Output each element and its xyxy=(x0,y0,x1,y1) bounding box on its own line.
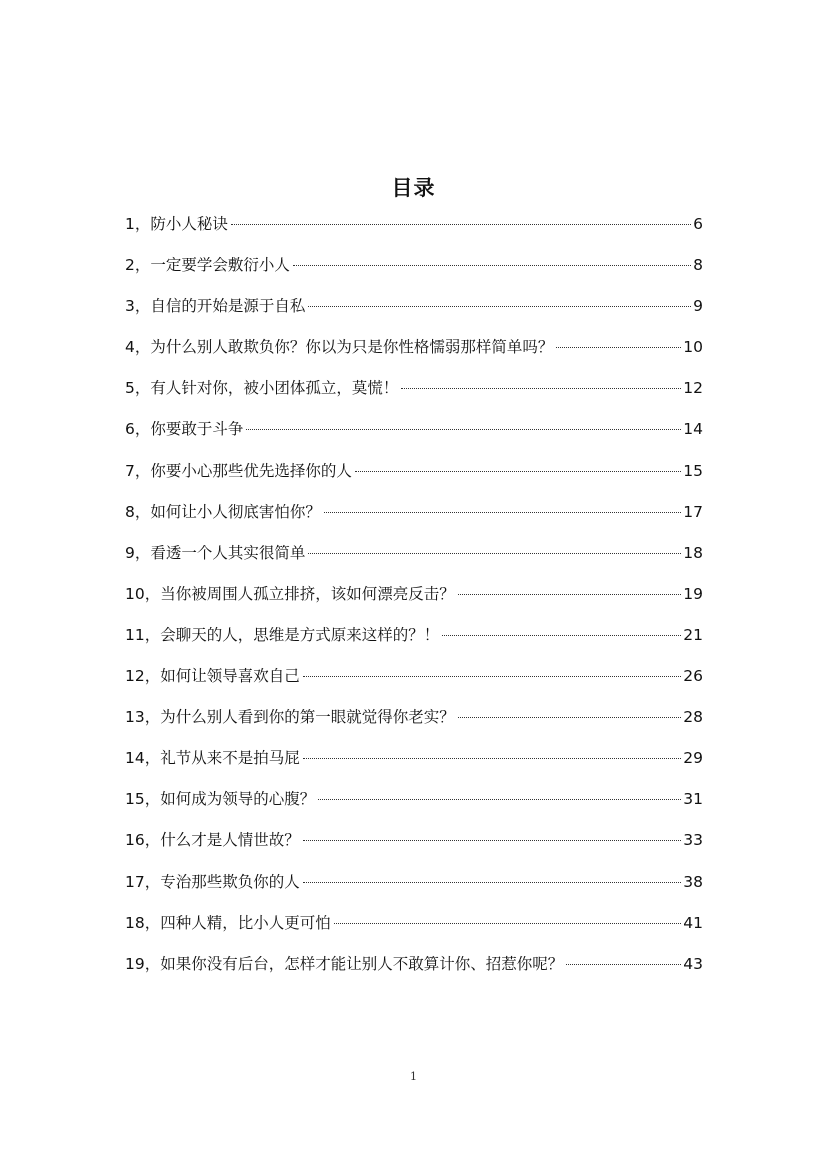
toc-entry[interactable] xyxy=(125,539,703,580)
toc-entry-page: 18 xyxy=(683,543,703,562)
dot-leader xyxy=(334,923,682,924)
toc-entry-label: 3，自信的开始是源于自私 xyxy=(125,297,306,316)
dot-leader xyxy=(401,388,681,389)
toc-entry-page: 12 xyxy=(683,379,703,398)
toc-entry-page: 38 xyxy=(683,872,703,891)
dot-leader xyxy=(458,717,682,718)
toc-entry[interactable] xyxy=(125,662,703,703)
toc-entry-label: 17，专治那些欺负你的人 xyxy=(125,872,300,891)
toc-entry[interactable] xyxy=(125,785,703,826)
toc-entry[interactable] xyxy=(125,621,703,662)
toc-entry[interactable] xyxy=(125,703,703,744)
toc-entry-label: 12，如何让领导喜欢自己 xyxy=(125,667,300,686)
toc-entry-page: 17 xyxy=(683,502,703,521)
toc-entry-page: 31 xyxy=(683,790,703,809)
toc-entry-label: 15，如何成为领导的心腹？ xyxy=(125,790,316,809)
toc-entry-label: 7，你要小心那些优先选择你的人 xyxy=(125,461,352,480)
dot-leader xyxy=(303,882,682,883)
toc-entry-page: 8 xyxy=(693,256,703,275)
toc-entry[interactable] xyxy=(125,950,703,991)
toc-entry-label: 8，如何让小人彻底害怕你？ xyxy=(125,502,321,521)
toc-entry-page: 41 xyxy=(683,913,703,932)
dot-leader xyxy=(355,471,681,472)
dot-leader xyxy=(303,758,682,759)
toc-entry-label: 18，四种人精，比小人更可怕 xyxy=(125,913,331,932)
dot-leader xyxy=(458,594,682,595)
dot-leader xyxy=(308,306,691,307)
dot-leader xyxy=(308,553,681,554)
toc-entry[interactable] xyxy=(125,374,703,415)
toc-entry-label: 14，礼节从来不是拍马屁 xyxy=(125,749,300,768)
dot-leader xyxy=(246,429,681,430)
toc-entry-label: 1，防小人秘诀 xyxy=(125,215,228,233)
page-title: 目录 xyxy=(391,176,436,200)
toc-entry[interactable] xyxy=(125,333,703,374)
toc-entry[interactable] xyxy=(125,210,703,251)
dot-leader xyxy=(303,676,682,677)
toc-entry-label: 13，为什么别人看到你的第一眼就觉得你老实？ xyxy=(125,708,455,727)
toc-entry-label: 2，一定要学会敷衍小人 xyxy=(125,256,290,275)
toc-entry-page: 43 xyxy=(683,954,703,973)
page-number: 1 xyxy=(410,1070,417,1083)
dot-leader xyxy=(566,964,681,965)
dot-leader xyxy=(318,799,681,800)
toc-entry-page: 15 xyxy=(683,461,703,480)
dot-leader xyxy=(231,224,691,225)
toc-entry-label: 5，有人针对你，被小团体孤立，莫慌！ xyxy=(125,379,399,398)
dot-leader xyxy=(556,347,681,348)
table-of-contents xyxy=(125,210,703,991)
toc-entry[interactable] xyxy=(125,580,703,621)
toc-entry-page: 6 xyxy=(693,215,703,233)
dot-leader xyxy=(303,840,682,841)
toc-entry[interactable] xyxy=(125,498,703,539)
toc-entry-label: 11，会聊天的人，思维是方式原来这样的？！ xyxy=(125,625,440,644)
toc-entry[interactable] xyxy=(125,909,703,950)
toc-entry-page: 19 xyxy=(683,584,703,603)
dot-leader xyxy=(324,512,681,513)
toc-entry-label: 4，为什么别人敢欺负你？你以为只是你性格懦弱那样简单吗？ xyxy=(125,338,554,357)
toc-entry-label: 6，你要敢于斗争 xyxy=(125,420,244,439)
toc-entry-label: 9，看透一个人其实很简单 xyxy=(125,543,306,562)
dot-leader xyxy=(293,265,691,266)
toc-entry-page: 28 xyxy=(683,708,703,727)
toc-entry-page: 33 xyxy=(683,831,703,850)
toc-entry-page: 14 xyxy=(683,420,703,439)
toc-entry-label: 16，什么才是人情世故？ xyxy=(125,831,300,850)
toc-entry[interactable] xyxy=(125,868,703,909)
toc-entry[interactable] xyxy=(125,251,703,292)
toc-entry-page: 29 xyxy=(683,749,703,768)
toc-entry-page: 10 xyxy=(683,338,703,357)
toc-entry-page: 21 xyxy=(683,625,703,644)
toc-entry[interactable] xyxy=(125,457,703,498)
toc-entry-page: 9 xyxy=(693,297,703,316)
toc-entry[interactable] xyxy=(125,292,703,333)
toc-entry-page: 26 xyxy=(683,667,703,686)
toc-entry-label: 19，如果你没有后台，怎样才能让别人不敢算计你、招惹你呢？ xyxy=(125,954,564,973)
toc-entry[interactable] xyxy=(125,744,703,785)
toc-entry[interactable] xyxy=(125,826,703,867)
dot-leader xyxy=(442,635,681,636)
toc-entry[interactable] xyxy=(125,415,703,456)
toc-entry-label: 10，当你被周围人孤立排挤，该如何漂亮反击？ xyxy=(125,584,455,603)
